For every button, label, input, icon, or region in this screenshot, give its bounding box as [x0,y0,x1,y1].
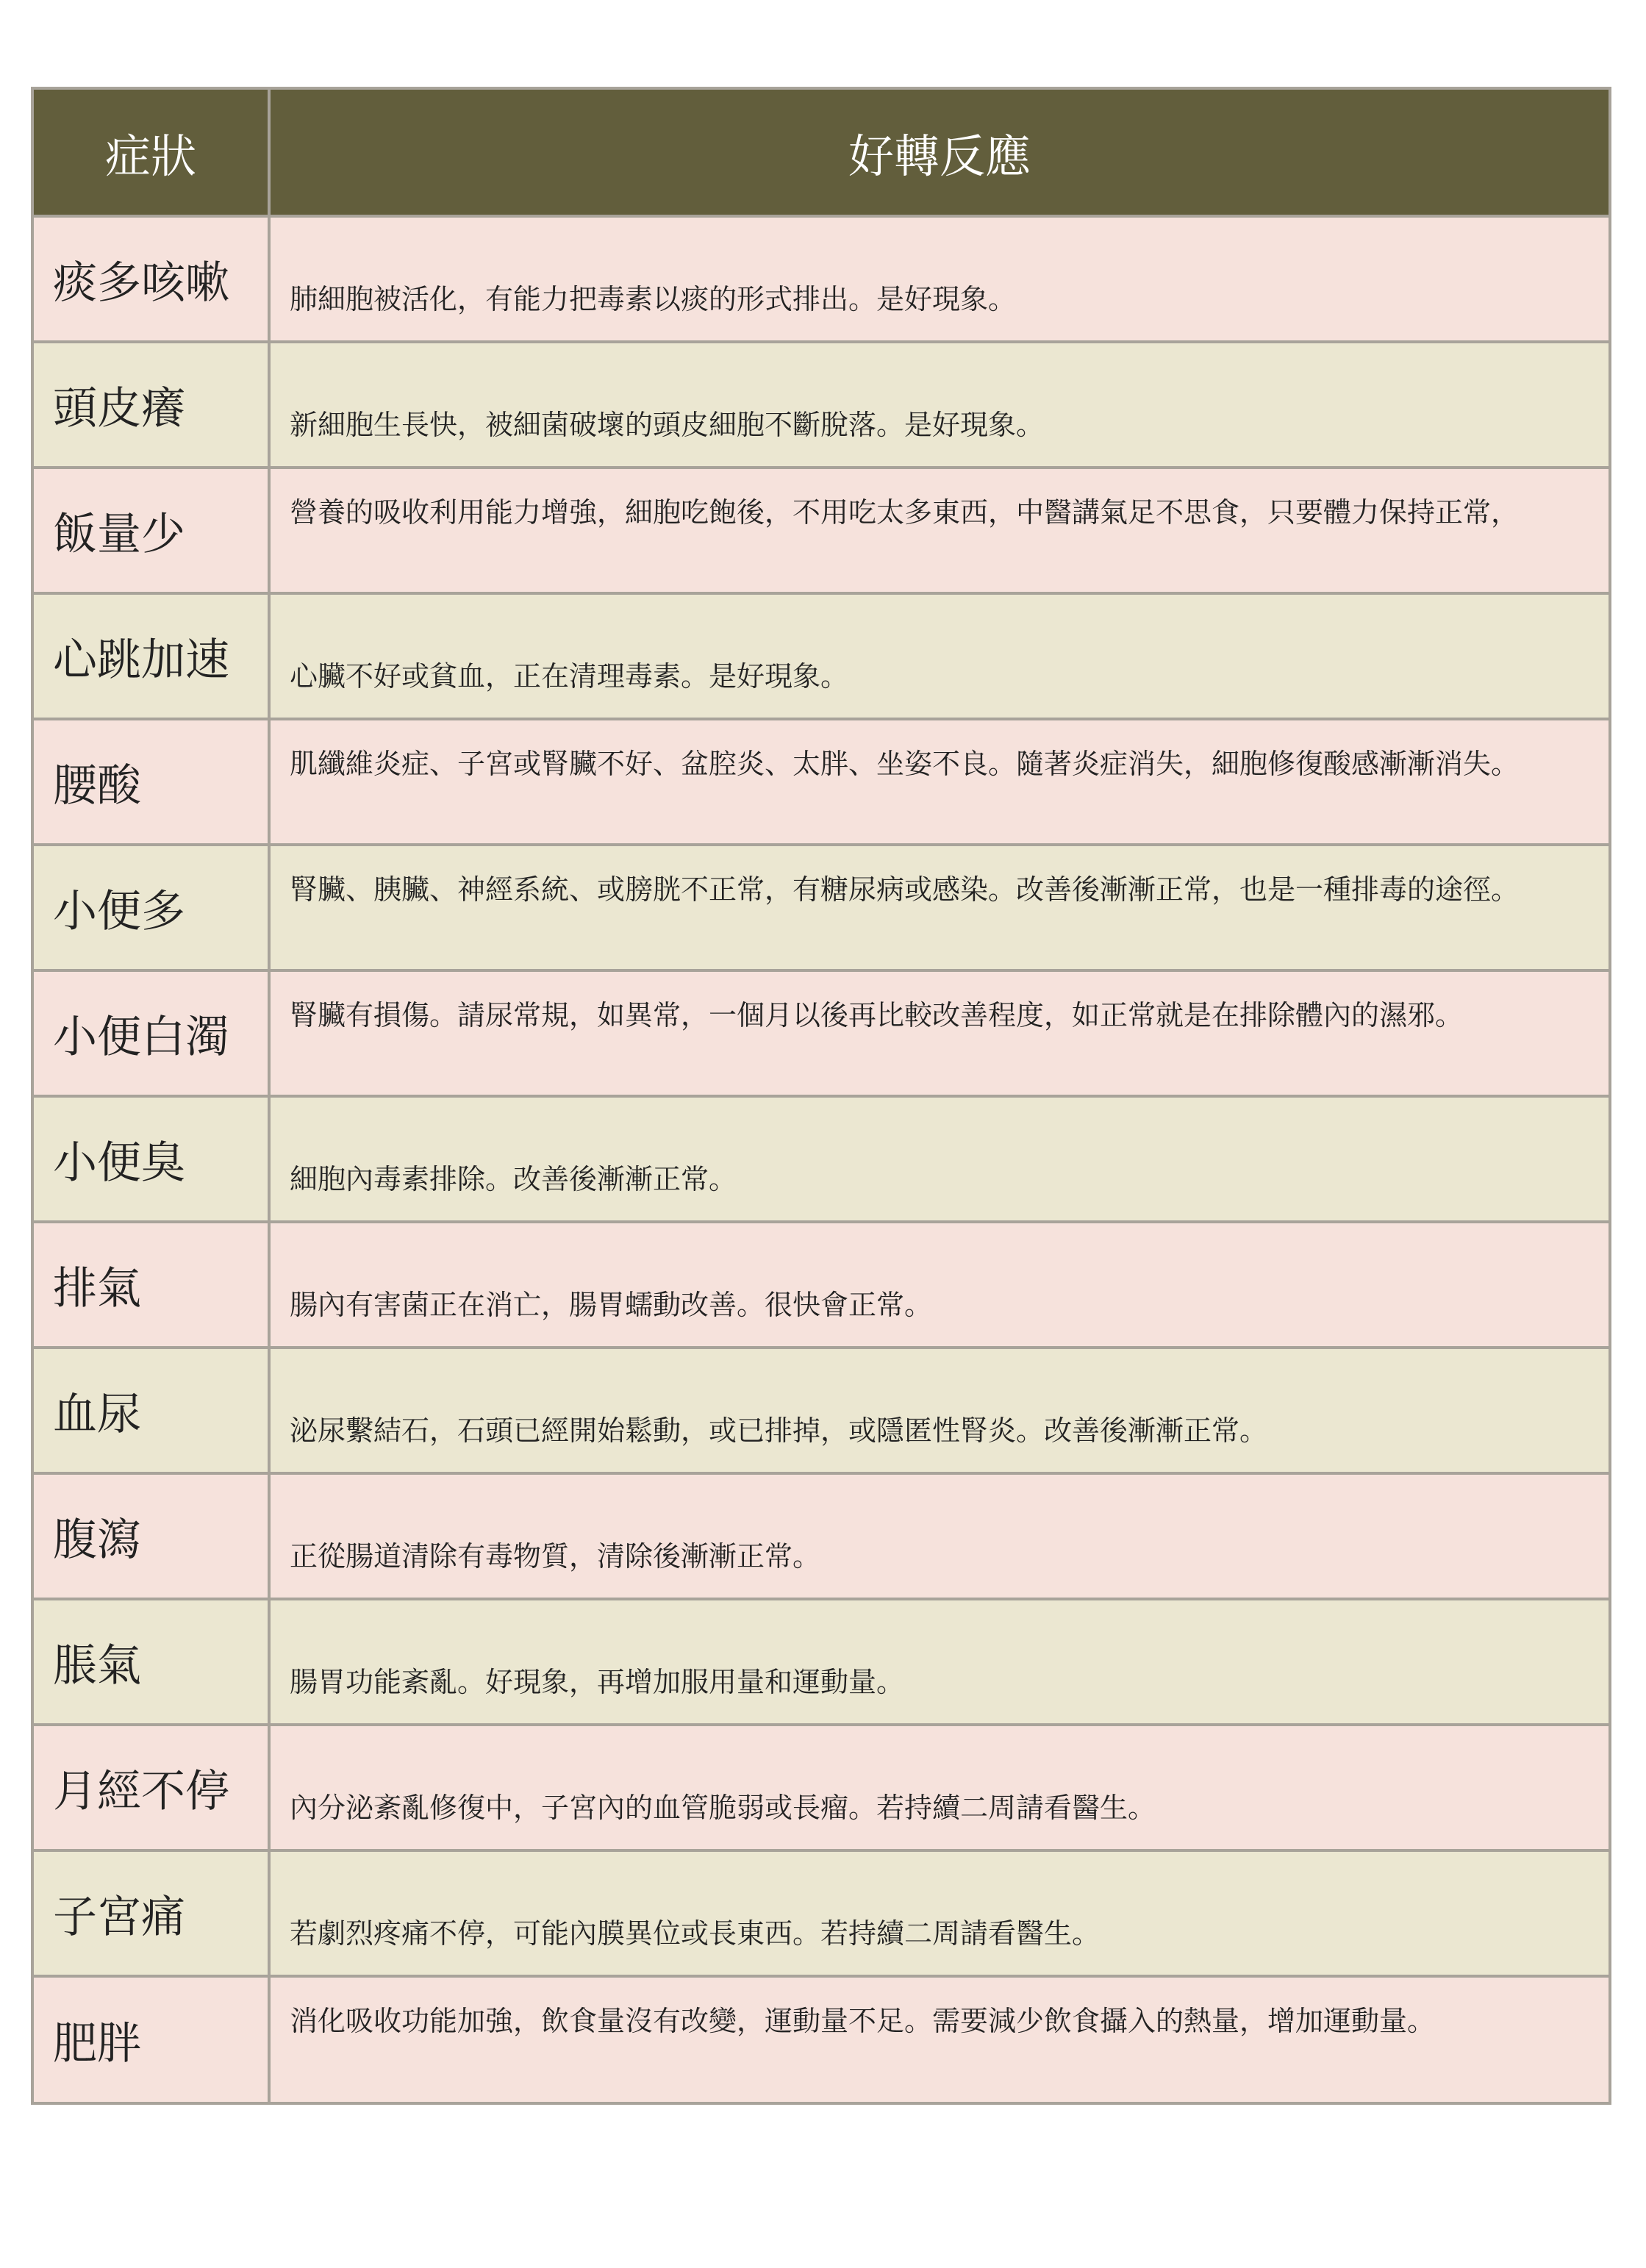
reaction-text: 內分泌紊亂修復中，子宮內的血管脆弱或長瘤。若持續二周請看醫生。 [290,1792,1156,1824]
symptom-text: 月經不停 [53,1765,229,1817]
symptom-cell [34,1976,269,2102]
table-row [34,1096,1609,1222]
reaction-cell [269,845,1609,970]
reaction-cell [269,1473,1609,1599]
reaction-cell [269,593,1609,719]
reaction-cell [269,719,1609,845]
symptom-text: 脹氣 [53,1639,141,1692]
reaction-text: 肌纖維炎症、子宮或腎臟不好、盆腔炎、太胖、坐姿不良。隨著炎症消失，細胞修復酸感漸漸消失。 [290,748,1520,780]
header-reaction: 好轉反應 [269,90,1609,216]
symptom-text: 血尿 [53,1388,141,1440]
table-row [34,216,1609,342]
symptom-cell [34,1599,269,1725]
header-symptom: 症狀 [34,90,269,216]
reaction-table-frame [31,87,1611,2105]
reaction-text: 腎臟、胰臟、神經系統、或膀胱不正常，有糖尿病或感染。改善後漸漸正常，也是一種排毒的途徑。 [290,873,1520,906]
symptom-cell [34,342,269,468]
symptom-cell [34,845,269,970]
symptom-reaction-table [34,90,1609,2102]
symptom-text: 小便白濁 [53,1011,229,1063]
symptom-cell [34,1725,269,1850]
reaction-text: 營養的吸收利用能力增強，細胞吃飽後，不用吃太多東西，中醫講氣足不思食，只要體力保持正常， [290,496,1520,529]
reaction-cell [269,216,1609,342]
table-row [34,1725,1609,1850]
reaction-text: 細胞內毒素排除。改善後漸漸正常。 [290,1163,737,1195]
reaction-cell [269,1222,1609,1348]
symptom-cell [34,1348,269,1473]
symptom-cell [34,593,269,719]
reaction-cell [269,342,1609,468]
reaction-text: 若劇烈疼痛不停，可能內膜異位或長東西。若持續二周請看醫生。 [290,1917,1101,1950]
reaction-text: 心臟不好或貧血，正在清理毒素。是好現象。 [290,660,849,693]
table-row [34,1850,1609,1976]
table-row [34,1599,1609,1725]
table-row [34,1976,1609,2102]
table-header-row [34,90,1609,216]
reaction-cell [269,1850,1609,1976]
reaction-cell [269,1348,1609,1473]
symptom-text: 心跳加速 [53,634,229,686]
symptom-text: 肥胖 [53,2017,141,2070]
reaction-text: 新細胞生長快，被細菌破壞的頭皮細胞不斷脫落。是好現象。 [290,409,1045,441]
reaction-text: 腎臟有損傷。請尿常規，如異常，一個月以後再比較改善程度，如正常就是在排除體內的濕邪。 [290,999,1464,1031]
table-row [34,342,1609,468]
table-row [34,845,1609,970]
reaction-cell [269,1599,1609,1725]
reaction-text: 消化吸收功能加強，飲食量沒有改變，運動量不足。需要減少飲食攝入的熱量，增加運動量。 [290,2005,1436,2037]
table-row [34,970,1609,1096]
symptom-text: 排氣 [53,1262,141,1314]
reaction-text: 腸內有害菌正在消亡，腸胃蠕動改善。很快會正常。 [290,1289,933,1321]
reaction-cell [269,1976,1609,2102]
symptom-text: 小便臭 [53,1137,185,1189]
symptom-text: 飯量少 [53,508,185,560]
symptom-cell [34,970,269,1096]
symptom-cell [34,1473,269,1599]
table-row [34,1348,1609,1473]
table-row [34,468,1609,593]
reaction-text: 泌尿繫結石，石頭已經開始鬆動，或已排掉，或隱匿性腎炎。改善後漸漸正常。 [290,1414,1268,1447]
table-row [34,1222,1609,1348]
symptom-cell [34,216,269,342]
reaction-cell [269,1096,1609,1222]
symptom-text: 痰多咳嗽 [53,257,229,309]
symptom-text: 小便多 [53,885,185,937]
symptom-cell [34,719,269,845]
reaction-text: 肺細胞被活化，有能力把毒素以痰的形式排出。是好現象。 [290,283,1017,315]
table-row [34,593,1609,719]
symptom-text: 頭皮癢 [53,382,185,434]
reaction-text: 正從腸道清除有毒物質，清除後漸漸正常。 [290,1540,821,1573]
symptom-cell [34,1222,269,1348]
reaction-cell [269,1725,1609,1850]
symptom-cell [34,1850,269,1976]
symptom-cell [34,1096,269,1222]
symptom-text: 腹瀉 [53,1514,141,1566]
reaction-cell [269,468,1609,593]
symptom-text: 腰酸 [53,759,141,812]
table-row [34,1473,1609,1599]
reaction-text: 腸胃功能紊亂。好現象，再增加服用量和運動量。 [290,1666,905,1698]
reaction-cell [269,970,1609,1096]
symptom-cell [34,468,269,593]
symptom-text: 子宮痛 [53,1891,185,1943]
table-row [34,719,1609,845]
